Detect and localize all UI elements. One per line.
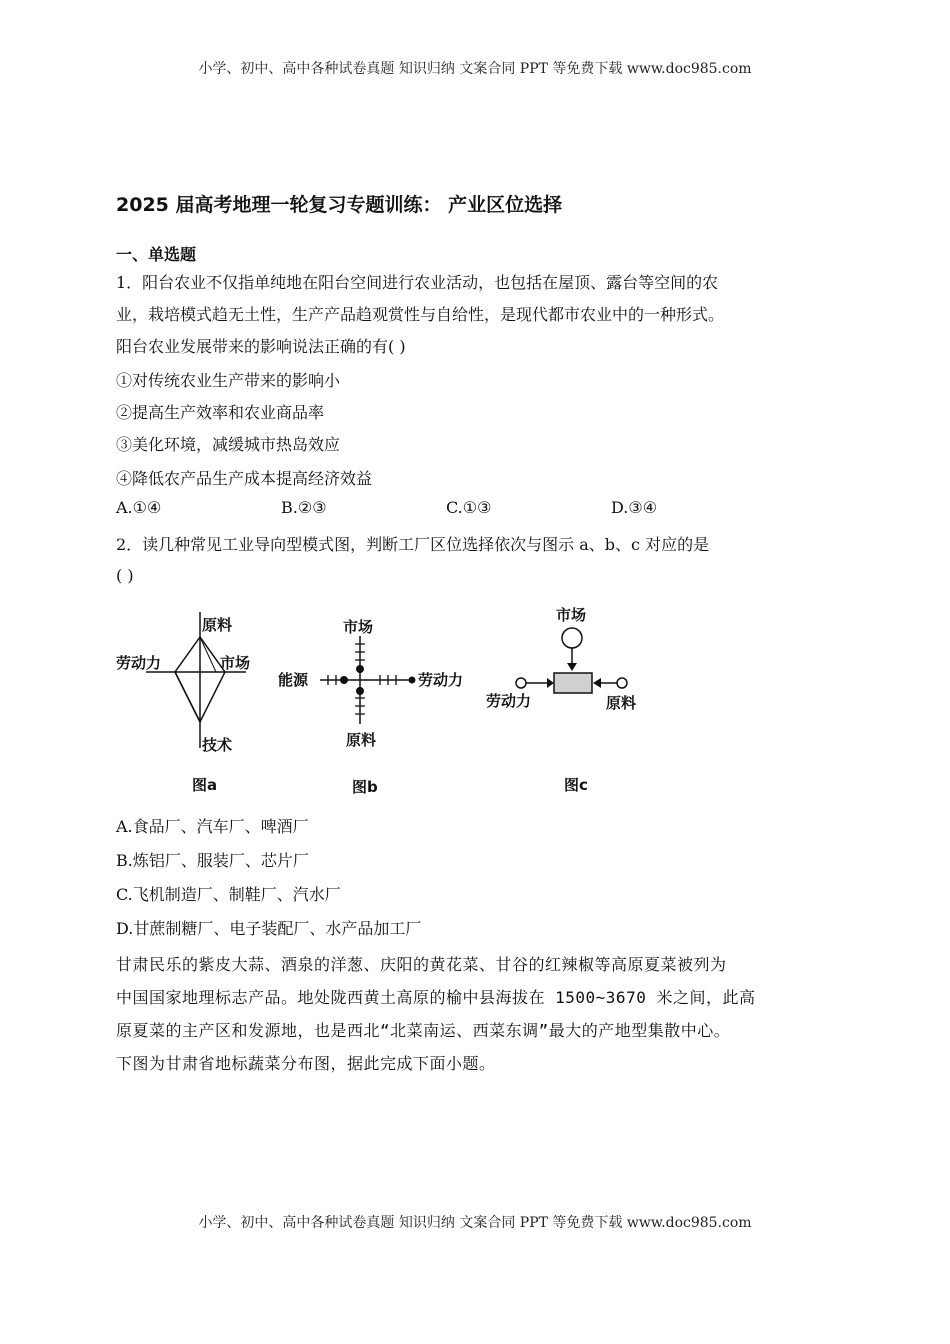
document-title: 2025 届高考地理一轮复习专题训练： 产业区位选择 <box>116 194 563 216</box>
figure-c <box>486 606 636 794</box>
figure-a-label-top: 原料 <box>202 616 233 634</box>
q2-option-d[interactable]: D.甘蔗制糖厂、电子装配厂、水产品加工厂 <box>116 919 422 938</box>
reading-passage <box>116 948 846 1080</box>
section-heading: 一、单选题 <box>116 245 197 264</box>
q1-option-d[interactable]: D.③④ <box>611 498 658 517</box>
q1-option-b[interactable]: B.②③ <box>281 498 327 517</box>
figure-a-label-bottom: 技术 <box>202 736 233 754</box>
passage-line-4: 下图为甘肃省地标蔬菜分布图，据此完成下面小题。 <box>116 1054 496 1073</box>
page-footer: 小学、初中、高中各种试卷真题 知识归纳 文案合同 PPT 等免费下载 www.doc985.com <box>198 1215 752 1231</box>
passage-line-1: 甘肃民乐的紫皮大蒜、酒泉的洋葱、庆阳的黄花菜、甘谷的红辣椒等高原夏菜被列为 <box>116 955 727 974</box>
q1-statement-2: ②提高生产效率和农业商品率 <box>116 403 325 422</box>
q1-stem-line-2: 业，栽培模式趋无土性，生产产品趋观赏性与自给性，是现代都市农业中的一种形式。 <box>116 305 725 324</box>
q1-statement-4: ④降低农产品生产成本提高经济效益 <box>116 469 373 488</box>
q2-option-b[interactable]: B.炼铝厂、服装厂、芯片厂 <box>116 851 309 870</box>
figure-a <box>116 612 250 794</box>
industry-orientation-figures <box>116 600 676 800</box>
figure-c-label-left: 劳动力 <box>486 692 532 710</box>
figure-b-label-bottom: 原料 <box>346 731 377 749</box>
passage-line-3: 原夏菜的主产区和发源地，也是西北“北菜南运、西菜东调”最大的产地型集散中心。 <box>116 1021 731 1040</box>
figure-c-label-top: 市场 <box>556 606 587 624</box>
q1-stem-line-3: 阳台农业发展带来的影响说法正确的有( ) <box>116 337 406 356</box>
q2-stem-line-1: 2．读几种常见工业导向型模式图，判断工厂区位选择依次与图示 a、b、c 对应的是 <box>116 535 710 554</box>
q1-statement-3: ③美化环境，减缓城市热岛效应 <box>116 435 341 454</box>
page-header: 小学、初中、高中各种试卷真题 知识归纳 文案合同 PPT 等免费下载 www.doc985.com <box>198 61 752 77</box>
figure-a-label-right: 市场 <box>220 654 251 672</box>
q2-option-a[interactable]: A.食品厂、汽车厂、啤酒厂 <box>116 817 309 836</box>
figure-a-caption: 图a <box>192 776 218 794</box>
q1-option-a[interactable]: A.①④ <box>116 498 162 517</box>
figure-b-caption: 图b <box>352 778 378 796</box>
figure-b-label-left: 能源 <box>278 671 309 689</box>
q2-stem-line-2: ( ) <box>116 566 134 585</box>
passage-line-2: 中国国家地理标志产品。地处陇西黄土高原的榆中县海拔在 1500~3670 米之间，此高 <box>116 988 756 1007</box>
q2-option-c[interactable]: C.飞机制造厂、制鞋厂、汽水厂 <box>116 885 341 904</box>
q1-statement-1: ①对传统农业生产带来的影响小 <box>116 371 341 390</box>
figure-c-caption: 图c <box>564 776 588 794</box>
q1-option-c[interactable]: C.①③ <box>446 498 492 517</box>
figure-a-label-left: 劳动力 <box>116 654 162 672</box>
figure-c-label-right: 原料 <box>606 694 637 712</box>
q1-stem-line-1: 1．阳台农业不仅指单纯地在阳台空间进行农业活动，也包括在屋顶、露台等空间的农 <box>116 273 719 292</box>
figure-b <box>278 618 463 796</box>
figure-b-label-right: 劳动力 <box>418 671 464 689</box>
figure-b-label-top: 市场 <box>343 618 374 636</box>
q1-options <box>116 498 657 517</box>
